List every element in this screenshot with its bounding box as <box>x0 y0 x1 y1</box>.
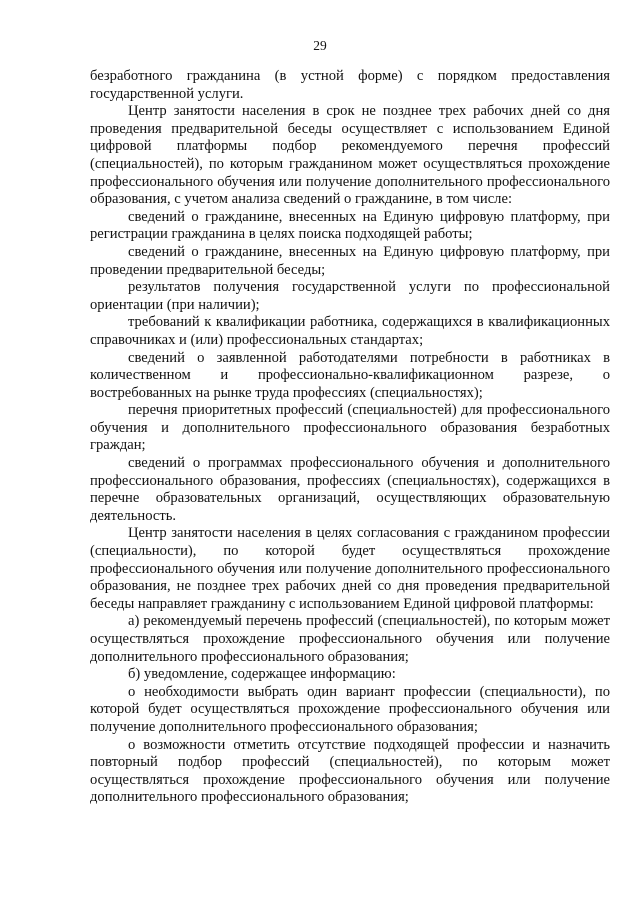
list-item-priority-professions: перечня приоритетных профессий (специальностей) для профессионального обучения и дополнительного профессионального образования безработных граждан; <box>90 402 610 454</box>
list-item-employer-demand: сведений о заявленной работодателями потребности в работниках в количественном и профессионально-квалификационном разрезе, о востребованных на рынке труда профессиях (специальностях); <box>90 349 610 401</box>
list-item-preliminary-talk-info: сведений о гражданине, внесенных на Единую цифровую платформу, при проведении предварительной беседы; <box>90 243 610 278</box>
paragraph-selection-procedure: Центр занятости населения в срок не позднее трех рабочих дней со дня проведения предварительной беседы осуществляет с использованием Единой цифровой платформы подбор рекомендуемого перечня профессий (специальностей), по которым гражданином может осуществляться прохождение профессионального обучения или получение дополнительного профессионального образования, с учетом анализа сведений о гражданине, в том числе: <box>90 103 610 208</box>
paragraph-coordination: Центр занятости населения в целях согласования с гражданином профессии (специальности), по которой будет осуществляться прохождение профессионального обучения или получение дополнительного профессионального образования, не позднее трех рабочих дней со дня проведения предварительной беседы направляет гражданину с использованием Единой цифровой платформы: <box>90 525 610 612</box>
list-item-a-recommended-list: а) рекомендуемый перечень профессий (специальностей), по которым может осуществляться прохождение профессионального обучения или получение дополнительного профессионального образования; <box>90 613 610 665</box>
sub-item-repeat-selection: о возможности отметить отсутствие подходящей профессии и назначить повторный подбор профессий (специальностей), по которым может осуществляться прохождение профессионального обучения или получение дополнительного профессионального образования; <box>90 736 610 806</box>
document-body <box>90 68 610 807</box>
list-item-career-guidance-results: результатов получения государственной услуги по профессиональной ориентации (при наличии); <box>90 279 610 313</box>
list-item-registration-info: сведений о гражданине, внесенных на Единую цифровую платформу, при регистрации гражданина в целях поиска подходящей работы; <box>90 208 610 243</box>
list-item-b-notification: б) уведомление, содержащее информацию: <box>128 666 396 683</box>
sub-item-choose-profession: о необходимости выбрать один вариант профессии (специальности), по которой будет осуществляться прохождение профессионального обучения или получение дополнительного профессионального образования; <box>90 683 610 735</box>
list-item-qualification-requirements: требований к квалификации работника, содержащихся в квалификационных справочниках и (или) профессиональных стандартах; <box>90 314 610 348</box>
paragraph-continuation: безработного гражданина (в устной форме) с порядком предоставления государственной услуги. <box>90 68 610 102</box>
page-number: 29 <box>313 38 327 53</box>
list-item-training-programs: сведений о программах профессионального обучения и дополнительного профессионального образования, профессиях (специальностях), содержащихся в перечне образовательных организаций, осуществляющих образовательную деятельность. <box>90 455 610 524</box>
